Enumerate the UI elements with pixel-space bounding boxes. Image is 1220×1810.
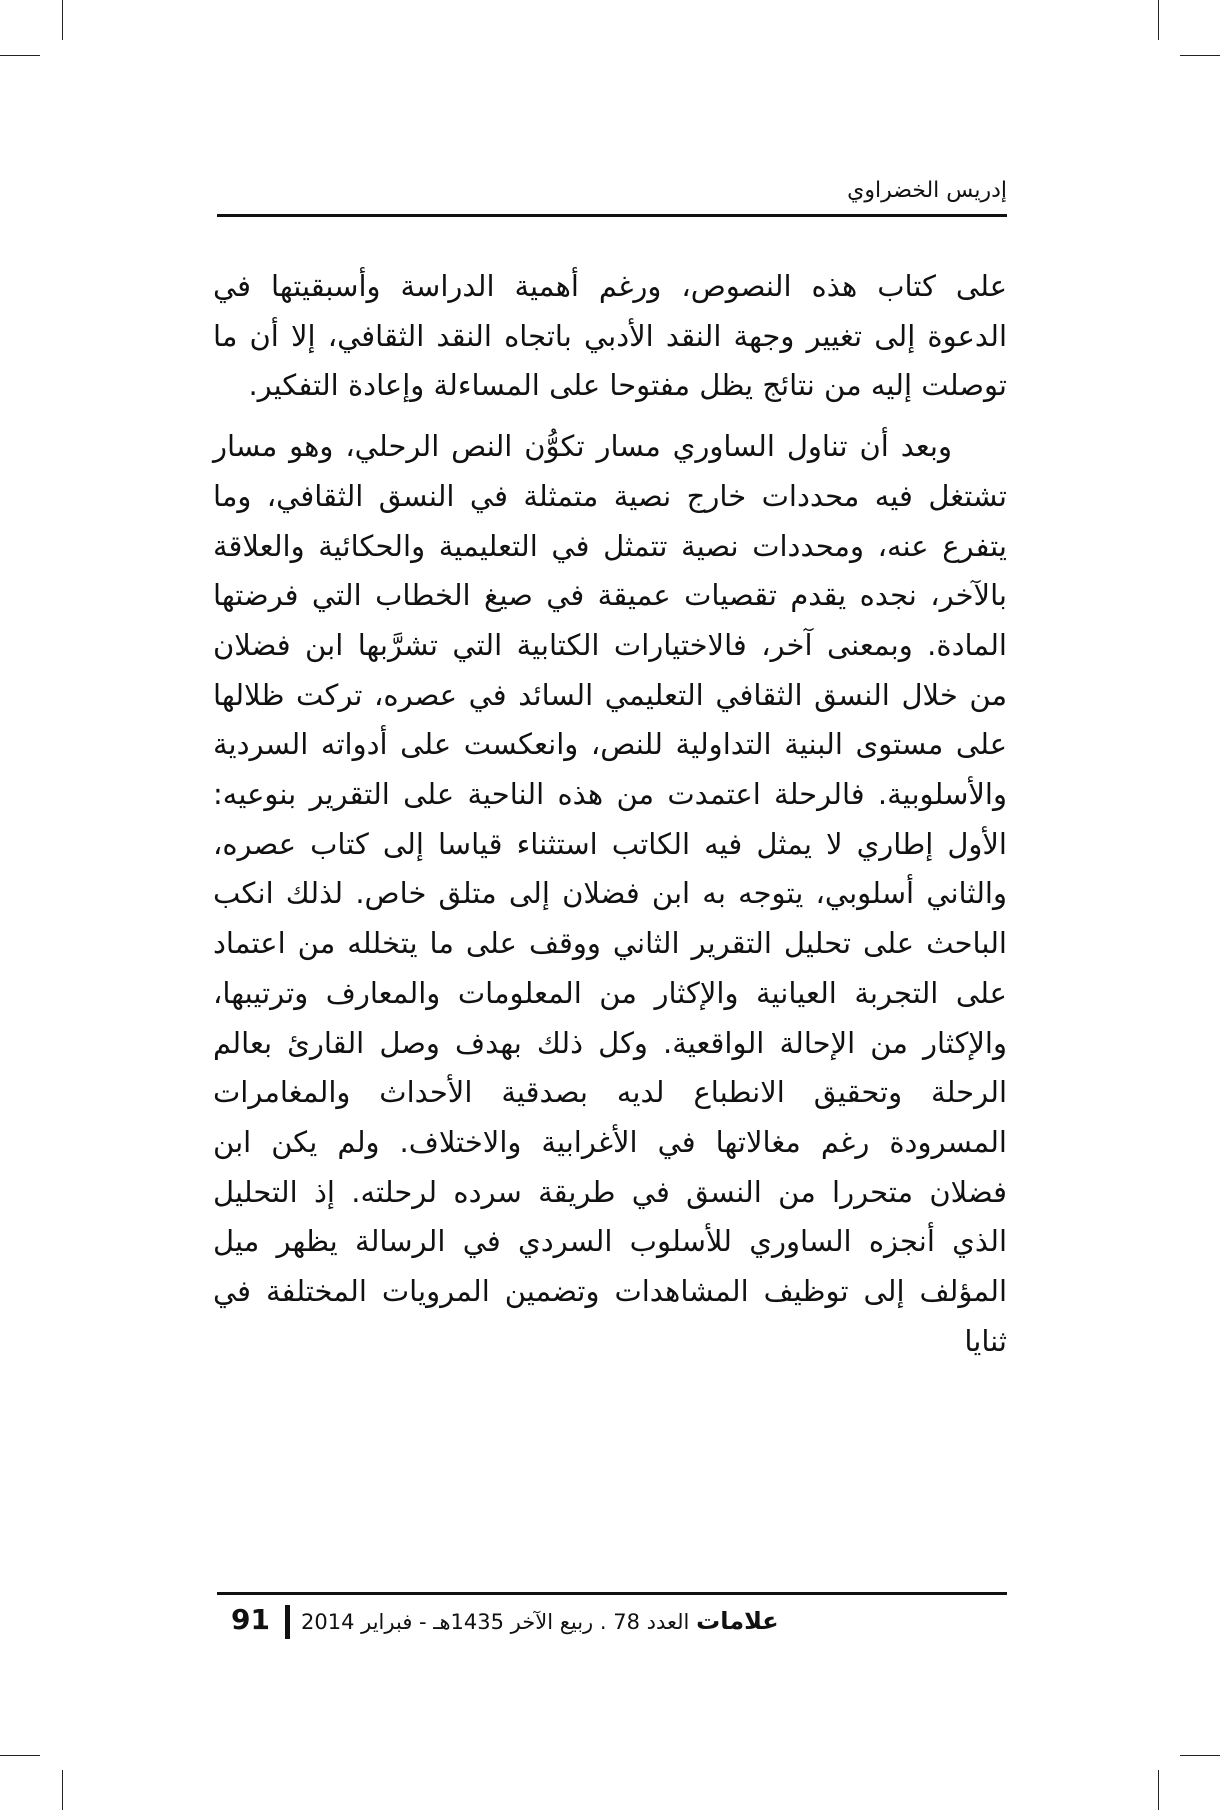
body-text	[213, 262, 1007, 1366]
issue-info: العدد 78 . ربيع الآخر 1435هـ - فبراير 2014	[301, 1610, 690, 1634]
crop-mark	[0, 1755, 40, 1756]
running-header	[217, 176, 1007, 217]
page-number: 91	[231, 1603, 270, 1636]
paragraph: على كتاب هذه النصوص، ورغم أهمية الدراسة وأسبقيتها في الدعوة إلى تغيير وجهة النقد الأدبي باتجاه النقد الثقافي، إلا أن ما توصلت إليه من نتائج يظل مفتوحا على المساءلة وإعادة التفكير.	[213, 269, 1007, 403]
paragraph: وبعد أن تناول الساوري مسار تكوُّن النص الرحلي، وهو مسار تشتغل فيه محددات خارج نصية متمثلة في النسق الثقافي، وما يتفرع عنه، ومحددات نصية تتمثل في التعليمية والحكائية والعلاقة بالآخر، نجده يقدم تقصيات عميقة في صيغ الخطاب التي فرضتها المادة. وبمعنى آخر، فالاختيارات الكتابية التي تشرَّبها ابن فضلان من خلال النسق الثقافي التعليمي السائد في عصره، تركت ظلالها على مستوى البنية التداولية للنص، وانعكست على أدواته السردية والأسلوبية. فالرحلة اعتمدت من هذه الناحية على التقرير بنوعيه: الأول إطاري لا يمثل فيه الكاتب استثناء قياسا إلى كتاب عصره، والثاني أسلوبي، يتوجه به ابن فضلان إلى متلق خاص. لذلك انكب الباحث على تحليل التقرير الثاني ووقف على ما يتخلله من اعتماد على التجربة العيانية والإكثار من المعلومات والمعارف وترتيبها، والإكثار من الإحالة الواقعية. وكل ذلك بهدف وصل القارئ بعالم الرحلة وتحقيق الانطباع لديه بصدقية الأحداث والمغامرات المسرودة رغم مغالاتها في الأغرابية والاختلاف. ولم يكن ابن فضلان متحررا من النسق في طريقة سرده لرحلته. إذ التحليل الذي أنجزه الساوري للأسلوب السردي في الرسالة يظهر ميل المؤلف إلى توظيف المشاهدات وتضمين المرويات المختلفة في ثنايا	[213, 429, 1007, 1358]
crop-mark	[62, 0, 63, 40]
footer-divider	[285, 1605, 290, 1639]
crop-mark	[1158, 1770, 1159, 1810]
footer-rule	[217, 1592, 1007, 1595]
page-footer	[217, 1603, 1007, 1643]
crop-mark	[1158, 0, 1159, 40]
crop-mark	[0, 55, 40, 56]
journal-info	[301, 1607, 779, 1635]
crop-mark	[62, 1770, 63, 1810]
header-author: إدريس الخضراوي	[847, 178, 1007, 203]
crop-mark	[1180, 1755, 1220, 1756]
journal-name: علامات	[696, 1607, 779, 1635]
crop-mark	[1180, 55, 1220, 56]
